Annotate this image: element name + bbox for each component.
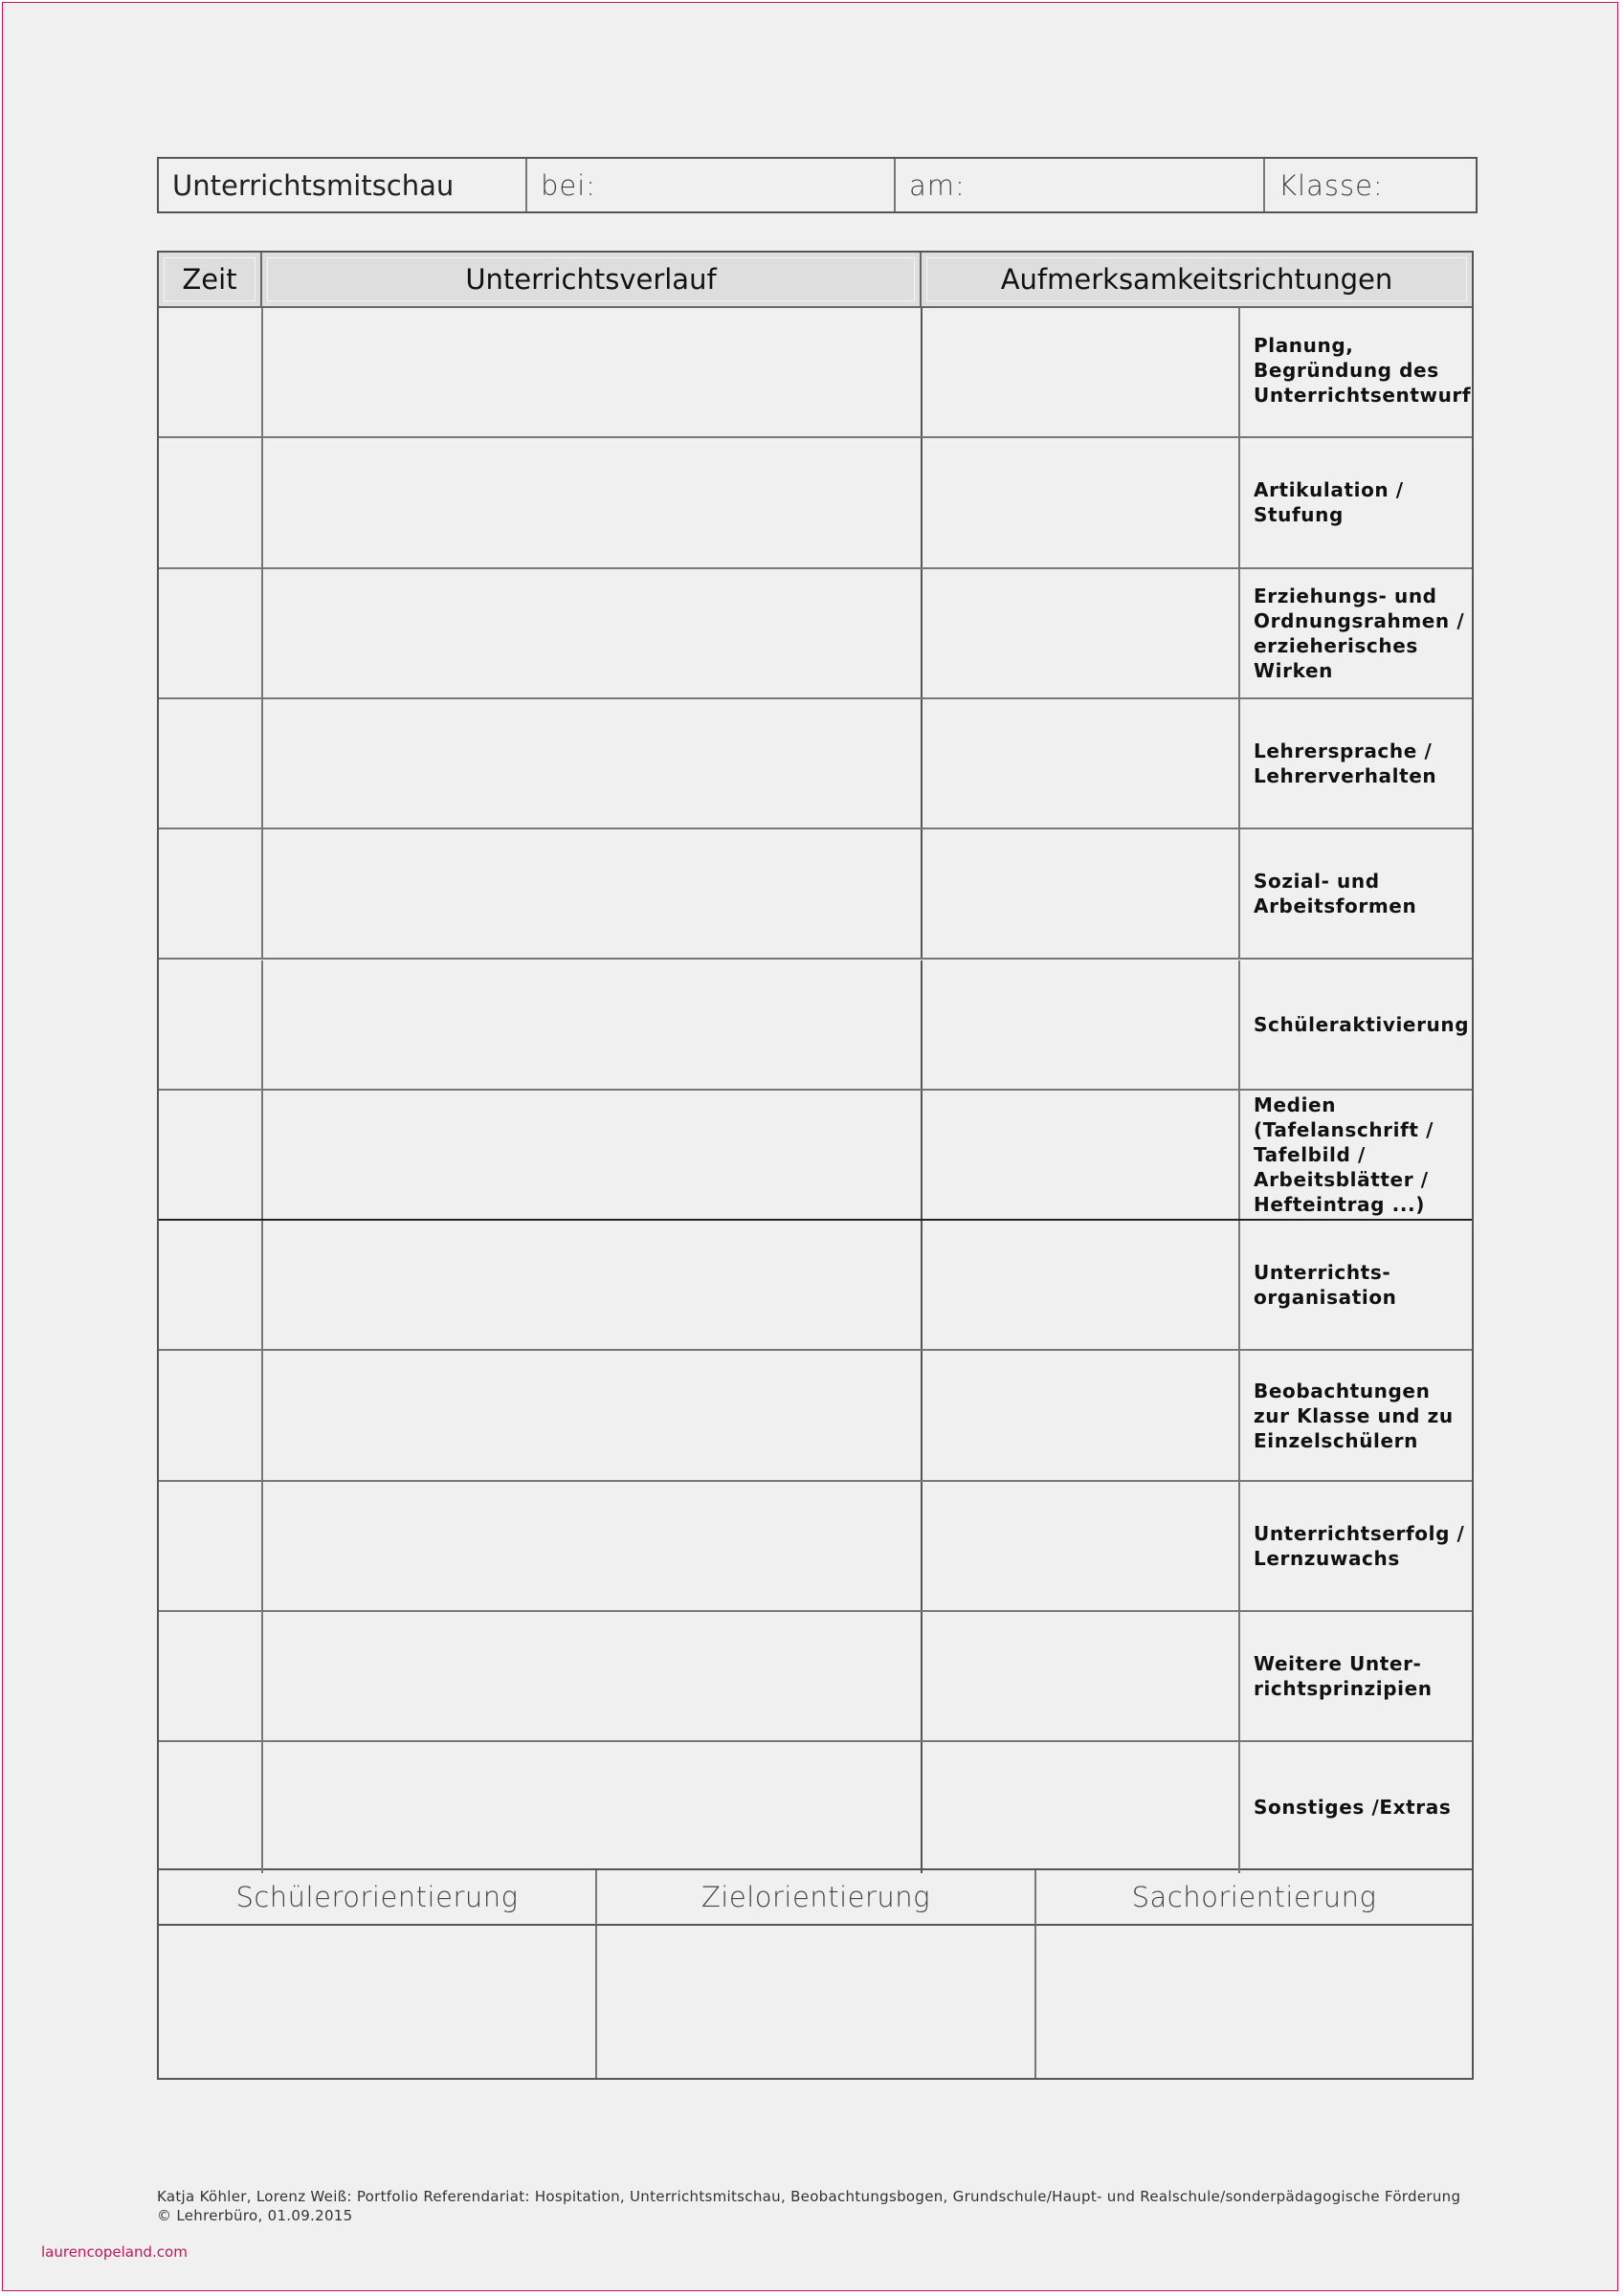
aspect-label: Unterrichts- organisation bbox=[1254, 1261, 1397, 1310]
observation-row bbox=[159, 699, 1472, 829]
observation-row bbox=[159, 1482, 1472, 1612]
observation-row bbox=[159, 1742, 1472, 1872]
schuelerorientierung-cell bbox=[159, 1926, 597, 2078]
observation-row bbox=[159, 1091, 1472, 1221]
col-head-unterrichtsverlauf: Unterrichtsverlauf bbox=[262, 253, 922, 308]
aspect-label: Planung, Begründung des Unterrichtsentwurf bbox=[1254, 334, 1472, 407]
orientation-table bbox=[157, 1870, 1474, 2080]
observation-row bbox=[159, 829, 1472, 960]
klasse-field: Klasse: bbox=[1278, 168, 1384, 202]
zielorientierung-head: Zielorientierung bbox=[597, 1870, 1036, 1926]
watermark-text: laurencopeland.com bbox=[41, 2243, 188, 2261]
sachorientierung-cell bbox=[1036, 1926, 1472, 2078]
observation-row bbox=[159, 1351, 1472, 1481]
aspect-label: Erziehungs- und Ordnungsrahmen / erzieherisches Wirken bbox=[1254, 584, 1465, 682]
aspect-label: Schüleraktivierung bbox=[1254, 1012, 1470, 1036]
bei-field: bei: bbox=[527, 159, 896, 211]
zielorientierung-cell bbox=[597, 1926, 1036, 2078]
aspect-label: Lehrersprache / Lehrerverhalten bbox=[1254, 740, 1437, 788]
aspect-label: Sonstiges /Extras bbox=[1254, 1796, 1452, 1820]
col-head-aufmerksamkeitsrichtungen: Aufmerksamkeitsrichtungen bbox=[922, 253, 1472, 308]
header-table bbox=[157, 157, 1478, 213]
observation-row bbox=[159, 960, 1472, 1091]
footer-citation bbox=[157, 2187, 1497, 2225]
observation-row bbox=[159, 569, 1472, 699]
observation-table bbox=[157, 251, 1474, 1870]
col-head-zeit: Zeit bbox=[159, 253, 262, 308]
form-title: Unterrichtsmitschau bbox=[159, 159, 527, 211]
observation-row bbox=[159, 308, 1472, 438]
sachorientierung-head: Sachorientierung bbox=[1036, 1870, 1472, 1926]
schuelerorientierung-head: Schülerorientierung bbox=[159, 1870, 597, 1926]
observation-row bbox=[159, 1612, 1472, 1742]
footer-line-2: © Lehrerbüro, 01.09.2015 bbox=[157, 2207, 353, 2224]
aspect-label: Beobachtungen zur Klasse und zu Einzelschülern bbox=[1254, 1379, 1454, 1452]
aspect-label: Medien (Tafelanschrift / Tafelbild / Arbeitsblätter / Hefteintrag ...) bbox=[1254, 1093, 1434, 1216]
observation-row bbox=[159, 438, 1472, 568]
aspect-label: Unterrichtserfolg / Lernzuwachs bbox=[1254, 1521, 1465, 1570]
aspect-label: Weitere Unter- richtsprinzipien bbox=[1254, 1652, 1433, 1701]
footer-line-1: Katja Köhler, Lorenz Weiß: Portfolio Referendariat: Hospitation, Unterrichtsmitschau, Beobachtungsbogen, Grundschule/Haupt- und Realschule/sonderpädagogische Förderung bbox=[157, 2188, 1461, 2205]
aspect-label: Artikulation / Stufung bbox=[1254, 478, 1404, 527]
observation-row bbox=[159, 1221, 1472, 1351]
worksheet-page bbox=[2, 2, 1618, 2291]
aspect-label: Sozial- und Arbeitsformen bbox=[1254, 870, 1417, 918]
am-field: am: bbox=[896, 159, 1265, 211]
